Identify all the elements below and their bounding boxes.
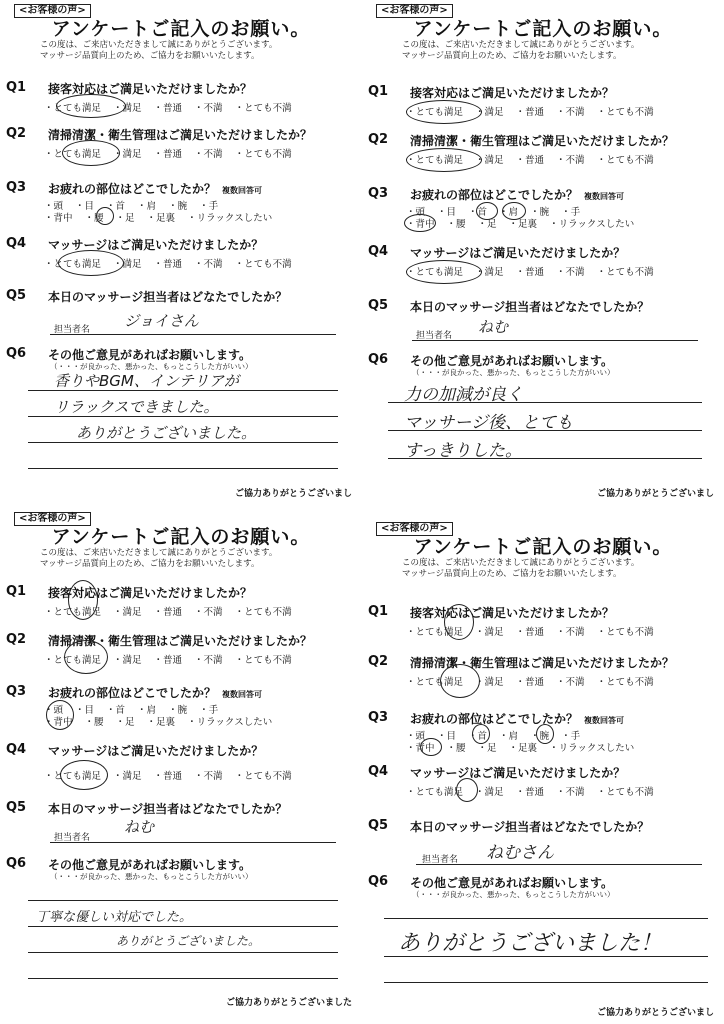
- selection-circle: [440, 664, 480, 698]
- comment-rule: [384, 918, 708, 919]
- option-soles[interactable]: ・足裏: [508, 219, 538, 230]
- option-very-satisfied[interactable]: ・とても満足: [44, 149, 102, 160]
- option-very-unsatisfied[interactable]: ・とても不満: [234, 771, 292, 782]
- option-very-satisfied[interactable]: ・とても満足: [406, 267, 464, 278]
- selection-circle: [536, 724, 554, 744]
- option-normal[interactable]: ・普通: [515, 677, 545, 688]
- option-very-satisfied[interactable]: ・とても満足: [44, 607, 102, 618]
- option-normal[interactable]: ・普通: [515, 107, 545, 118]
- option-unsatisfied[interactable]: ・不満: [194, 655, 223, 666]
- option-unsatisfied[interactable]: ・不満: [556, 267, 585, 278]
- question-2: Q2 清掃清潔・衛生管理はご満足いただけましたか？ ・とても満足 ・満足 ・普通 ・不満 ・とても不満: [6, 632, 356, 672]
- comment-line-2[interactable]: マッサージ後、とても: [404, 413, 573, 433]
- option-very-satisfied[interactable]: ・とても満足: [44, 771, 102, 782]
- option-unsatisfied[interactable]: ・不満: [194, 103, 223, 114]
- sheet-title: アンケートご記入のお願い。: [413, 18, 673, 40]
- option-head[interactable]: ・頭: [406, 731, 426, 742]
- comment-rule: [28, 468, 338, 469]
- comment-line-1[interactable]: 香りやBGM、インテリアが: [54, 372, 239, 390]
- option-relax[interactable]: ・リラックスしたい: [187, 717, 273, 728]
- selection-circle: [404, 214, 436, 232]
- option-satisfied[interactable]: ・満足: [475, 627, 504, 638]
- comment-rule: [28, 926, 338, 927]
- option-very-satisfied[interactable]: ・とても満足: [406, 627, 464, 638]
- option-very-unsatisfied[interactable]: ・とても不満: [596, 677, 654, 688]
- option-neck[interactable]: ・首: [106, 705, 126, 716]
- comment-rule: [28, 442, 338, 443]
- question-5: Q5 本日のマッサージ担当者はどなたでしたか？ 担当者名 ねむさん: [368, 818, 718, 868]
- question-6: Q6 その他ご意見があればお願いします。 （・・・が良かった、悪かった、もっとこうした方がいい） 香りやBGM、インテリアが リラックスできました。 ありがとうございました。: [6, 346, 356, 486]
- option-unsatisfied[interactable]: ・不満: [194, 771, 223, 782]
- option-hands[interactable]: ・手: [561, 731, 581, 742]
- option-relax[interactable]: ・リラックスしたい: [187, 213, 273, 224]
- selection-circle: [456, 778, 478, 802]
- option-neck[interactable]: ・首: [106, 201, 126, 212]
- question-2: Q2 清掃清潔・衛生管理はご満足いただけましたか？ ・とても満足 ・満足 ・普通 ・不満 ・とても不満: [368, 654, 718, 694]
- option-relax[interactable]: ・リラックスしたい: [549, 219, 635, 230]
- option-very-unsatisfied[interactable]: ・とても不満: [234, 259, 292, 270]
- question-4: Q4 マッサージはご満足いただけましたか？ ・とても満足 ・満足 ・普通 ・不満 ・とても不満: [6, 742, 356, 782]
- option-very-unsatisfied[interactable]: ・とても不満: [596, 627, 654, 638]
- option-very-satisfied[interactable]: ・とても満足: [406, 155, 464, 166]
- option-very-satisfied[interactable]: ・とても満足: [44, 655, 102, 666]
- selection-circle: [60, 760, 108, 790]
- selection-circle: [420, 738, 442, 756]
- staff-underline: [416, 864, 702, 865]
- question-6: Q6 その他ご意見があればお願いします。 （・・・が良かった、悪かった、もっとこうした方がいい） 丁寧な優しい対応でした。 ありがとうございました。: [6, 856, 356, 996]
- sheet-title: アンケートご記入のお願い。: [51, 18, 311, 40]
- option-unsatisfied[interactable]: ・不満: [194, 607, 223, 618]
- question-3: Q3 お疲れの部位はどこでしたか？ 複数回答可 ・頭 ・目 ・首 ・肩 ・腕 ・手 ・背中 ・腰 ・足 ・足裏 ・リラックスしたい: [6, 180, 356, 230]
- option-very-unsatisfied[interactable]: ・とても不満: [234, 149, 292, 160]
- option-waist[interactable]: ・腰: [84, 717, 104, 728]
- option-very-unsatisfied[interactable]: ・とても不満: [596, 155, 654, 166]
- comment-rule: [28, 900, 338, 901]
- option-neck[interactable]: ・首: [468, 207, 488, 218]
- option-shoulders[interactable]: ・肩: [137, 201, 157, 212]
- option-normal[interactable]: ・普通: [515, 155, 545, 166]
- option-eyes[interactable]: ・目: [75, 201, 95, 212]
- question-5: Q5 本日のマッサージ担当者はどなたでしたか？ 担当者名 ねむ: [6, 800, 356, 850]
- option-satisfied[interactable]: ・満足: [113, 149, 142, 160]
- body-options-row2: [44, 210, 284, 224]
- option-unsatisfied[interactable]: ・不満: [556, 107, 585, 118]
- staff-label: 担当者名: [54, 833, 91, 843]
- option-eyes[interactable]: ・目: [437, 207, 457, 218]
- option-normal[interactable]: ・普通: [153, 655, 183, 666]
- staff-underline: [412, 340, 698, 341]
- option-unsatisfied[interactable]: ・不満: [194, 149, 223, 160]
- option-hands[interactable]: ・手: [199, 201, 219, 212]
- question-1: Q1 接客対応はご満足いただけましたか？ ・とても満足 ・満足 ・普通 ・不満 ・とても不満: [6, 584, 356, 624]
- selection-circle: [64, 640, 108, 674]
- sheet-tag: <お客様の声>: [376, 4, 453, 18]
- option-head[interactable]: ・頭: [44, 201, 64, 212]
- comment-rule: [388, 458, 702, 459]
- intro-text: この度は、ご来店いただきまして誠にありがとうございます。 マッサージ品質向上のため、ご協力をお願いいたします。: [40, 40, 278, 61]
- option-shoulders[interactable]: ・肩: [137, 705, 157, 716]
- comment-rule: [28, 978, 338, 979]
- option-waist[interactable]: ・腰: [84, 213, 104, 224]
- selection-circle: [68, 580, 98, 620]
- option-back[interactable]: ・背中: [44, 213, 73, 224]
- intro-text: この度は、ご来店いただきまして誠にありがとうございます。 マッサージ品質向上のため、ご協力をお願いいたします。: [402, 558, 640, 579]
- sheet-tag: <お客様の声>: [14, 512, 91, 526]
- rating-options: [406, 784, 666, 798]
- footer-thanks: ご協力ありがとうございまし: [596, 489, 714, 499]
- option-back[interactable]: ・背中: [406, 219, 435, 230]
- option-satisfied[interactable]: ・満足: [475, 155, 504, 166]
- survey-sheet-4: [362, 518, 724, 1024]
- option-eyes[interactable]: ・目: [75, 705, 95, 716]
- sheet-tag: <お客様の声>: [376, 522, 453, 536]
- option-satisfied[interactable]: ・満足: [475, 787, 504, 798]
- selection-circle: [96, 207, 114, 225]
- option-very-unsatisfied[interactable]: ・とても不満: [234, 607, 292, 618]
- option-satisfied[interactable]: ・満足: [475, 267, 504, 278]
- footer-thanks: ご協力ありがとうございまし: [234, 489, 352, 499]
- question-4: Q4 マッサージはご満足いただけましたか？ ・とても満足 ・満足 ・普通 ・不満 ・とても不満: [6, 236, 356, 276]
- staff-label: 担当者名: [416, 331, 453, 341]
- question-2: Q2 清掃清潔・衛生管理はご満足いただけましたか？ ・とても満足 ・満足 ・普通 ・不満 ・とても不満: [368, 132, 718, 172]
- option-relax[interactable]: ・リラックスしたい: [549, 743, 635, 754]
- option-soles[interactable]: ・足裏: [146, 213, 176, 224]
- option-arms[interactable]: ・腕: [530, 731, 550, 742]
- comment-line-1[interactable]: 丁寧な優しい対応でした。: [36, 910, 193, 925]
- option-very-satisfied[interactable]: ・とても満足: [44, 259, 102, 270]
- comment-line-1[interactable]: ありがとうございました！: [398, 931, 663, 956]
- staff-underline: [50, 842, 336, 843]
- selection-circle: [58, 250, 124, 276]
- option-very-unsatisfied[interactable]: ・とても不満: [596, 787, 654, 798]
- question-3: Q3 お疲れの部位はどこでしたか？ 複数回答可 ・頭 ・目 ・首 ・肩 ・腕 ・手 ・背中 ・腰 ・足 ・足裏 ・リラックスしたい: [368, 186, 718, 236]
- sheet-title: アンケートご記入のお願い。: [413, 536, 673, 558]
- option-satisfied[interactable]: ・満足: [113, 259, 142, 270]
- survey-sheet-3: [0, 508, 362, 1024]
- staff-name[interactable]: ねむ: [478, 318, 509, 336]
- comment-line-3[interactable]: すっきりした。: [404, 441, 522, 461]
- comment-rule: [28, 952, 338, 953]
- option-very-unsatisfied[interactable]: ・とても不満: [234, 655, 292, 666]
- option-satisfied[interactable]: ・満足: [475, 677, 504, 688]
- question-6: Q6 その他ご意見があればお願いします。 （・・・が良かった、悪かった、もっとこうした方がいい） 力の加減が良く マッサージ後、とても すっきりした。: [368, 352, 718, 482]
- option-back[interactable]: ・背中: [406, 743, 435, 754]
- option-waist[interactable]: ・腰: [446, 743, 466, 754]
- staff-label: 担当者名: [54, 325, 91, 335]
- option-legs[interactable]: ・足: [115, 213, 135, 224]
- question-5: Q5 本日のマッサージ担当者はどなたでしたか？ 担当者名 ジョイさん: [6, 288, 356, 338]
- option-soles[interactable]: ・足裏: [146, 717, 176, 728]
- option-very-satisfied[interactable]: ・とても満足: [406, 677, 464, 688]
- option-legs[interactable]: ・足: [115, 717, 135, 728]
- comment-rule: [384, 982, 708, 983]
- option-normal[interactable]: ・普通: [153, 103, 183, 114]
- option-very-satisfied[interactable]: ・とても満足: [44, 103, 102, 114]
- option-head[interactable]: ・頭: [44, 705, 64, 716]
- body-options-row2: [406, 740, 646, 754]
- option-legs[interactable]: ・足: [477, 743, 497, 754]
- question-6: Q6 その他ご意見があればお願いします。 （・・・が良かった、悪かった、もっとこうした方がいい） ありがとうございました！: [368, 874, 718, 1004]
- comment-rule: [28, 390, 338, 391]
- question-2: Q2 清掃清潔・衛生管理はご満足いただけましたか？ ・とても満足 ・満足 ・普通 ・不満 ・とても不満: [6, 126, 356, 166]
- option-satisfied[interactable]: ・満足: [113, 103, 142, 114]
- option-unsatisfied[interactable]: ・不満: [556, 677, 585, 688]
- option-arms[interactable]: ・腕: [530, 207, 550, 218]
- intro-text: この度は、ご来店いただきまして誠にありがとうございます。 マッサージ品質向上のため、ご協力をお願いいたします。: [40, 548, 278, 569]
- option-satisfied[interactable]: ・満足: [113, 655, 142, 666]
- question-3: Q3 お疲れの部位はどこでしたか？ 複数回答可 ・頭 ・目 ・首 ・肩 ・腕 ・手 ・背中 ・腰 ・足 ・足裏 ・リラックスしたい: [6, 684, 356, 734]
- staff-name[interactable]: ねむ: [124, 818, 155, 836]
- selection-circle: [406, 148, 482, 172]
- selection-circle: [56, 94, 126, 118]
- option-hands[interactable]: ・手: [561, 207, 581, 218]
- option-very-unsatisfied[interactable]: ・とても不満: [234, 103, 292, 114]
- comment-line-2[interactable]: リラックスできました。: [54, 398, 219, 416]
- comment-rule: [28, 416, 338, 417]
- option-satisfied[interactable]: ・満足: [113, 771, 142, 782]
- body-options-row2: [44, 714, 284, 728]
- question-1: Q1 接客対応はご満足いただけましたか？ ・とても満足 ・満足 ・普通 ・不満 ・とても不満: [6, 80, 356, 120]
- selection-circle: [46, 700, 74, 730]
- comment-rule: [388, 430, 702, 431]
- option-normal[interactable]: ・普通: [153, 607, 183, 618]
- comment-line-3[interactable]: ありがとうございました。: [76, 424, 257, 442]
- option-soles[interactable]: ・足裏: [508, 743, 538, 754]
- comment-line-1[interactable]: 力の加減が良く: [404, 385, 523, 405]
- sheet-title: アンケートご記入のお願い。: [51, 526, 311, 548]
- staff-underline: [50, 334, 336, 335]
- option-neck[interactable]: ・首: [468, 731, 488, 742]
- option-unsatisfied[interactable]: ・不満: [556, 155, 585, 166]
- option-satisfied[interactable]: ・満足: [475, 107, 504, 118]
- survey-sheet-1: [0, 0, 362, 505]
- staff-name[interactable]: ねむさん: [486, 843, 554, 863]
- comment-rule: [388, 402, 702, 403]
- option-very-satisfied[interactable]: ・とても満足: [406, 107, 464, 118]
- option-normal[interactable]: ・普通: [515, 267, 545, 278]
- option-shoulders[interactable]: ・肩: [499, 207, 519, 218]
- option-unsatisfied[interactable]: ・不満: [556, 787, 585, 798]
- selection-circle: [502, 202, 526, 220]
- selection-circle: [472, 724, 490, 744]
- option-legs[interactable]: ・足: [477, 219, 497, 230]
- selection-circle: [444, 604, 474, 640]
- comment-rule: [384, 956, 708, 957]
- option-arms[interactable]: ・腕: [168, 201, 188, 212]
- intro-text: この度は、ご来店いただきまして誠にありがとうございます。 マッサージ品質向上のため、ご協力をお願いいたします。: [402, 40, 640, 61]
- option-normal[interactable]: ・普通: [515, 787, 545, 798]
- option-normal[interactable]: ・普通: [153, 771, 183, 782]
- selection-circle: [406, 100, 482, 124]
- body-options-row2: [406, 216, 646, 230]
- option-eyes[interactable]: ・目: [437, 731, 457, 742]
- option-head[interactable]: ・頭: [406, 207, 426, 218]
- question-1: Q1 接客対応はご満足いただけましたか？ ・とても満足 ・満足 ・普通 ・不満 ・とても不満: [368, 84, 718, 124]
- option-back[interactable]: ・背中: [44, 717, 73, 728]
- survey-sheet-2: [362, 0, 724, 505]
- footer-thanks: ご協力ありがとうございました: [225, 998, 352, 1008]
- option-normal[interactable]: ・普通: [515, 627, 545, 638]
- selection-circle: [476, 202, 498, 220]
- staff-label: 担当者名: [422, 855, 459, 865]
- option-waist[interactable]: ・腰: [446, 219, 466, 230]
- option-hands[interactable]: ・手: [199, 705, 219, 716]
- question-4: Q4 マッサージはご満足いただけましたか？ ・とても満足 ・満足 ・普通 ・不満 ・とても不満: [368, 764, 718, 804]
- option-shoulders[interactable]: ・肩: [499, 731, 519, 742]
- option-unsatisfied[interactable]: ・不満: [194, 259, 223, 270]
- option-very-unsatisfied[interactable]: ・とても不満: [596, 107, 654, 118]
- question-1: Q1 接客対応はご満足いただけましたか？ ・とても満足 ・満足 ・普通 ・不満 ・とても不満: [368, 604, 718, 644]
- option-normal[interactable]: ・普通: [153, 259, 183, 270]
- option-arms[interactable]: ・腕: [168, 705, 188, 716]
- option-unsatisfied[interactable]: ・不満: [556, 627, 585, 638]
- option-normal[interactable]: ・普通: [153, 149, 183, 160]
- question-5: Q5 本日のマッサージ担当者はどなたでしたか？ 担当者名 ねむ: [368, 298, 718, 348]
- footer-thanks: ご協力ありがとうございまし: [596, 1008, 714, 1018]
- option-satisfied[interactable]: ・満足: [113, 607, 142, 618]
- question-3: Q3 お疲れの部位はどこでしたか？ 複数回答可 ・頭 ・目 ・首 ・肩 ・腕 ・手 ・背中 ・腰 ・足 ・足裏 ・リラックスしたい: [368, 710, 718, 760]
- comment-line-2[interactable]: ありがとうございました。: [116, 934, 261, 948]
- option-very-satisfied[interactable]: ・とても満足: [406, 787, 464, 798]
- selection-circle: [406, 260, 482, 284]
- selection-circle: [62, 140, 120, 166]
- sheet-tag: <お客様の声>: [14, 4, 91, 18]
- staff-name[interactable]: ジョイさん: [124, 312, 199, 330]
- option-very-unsatisfied[interactable]: ・とても不満: [596, 267, 654, 278]
- question-4: Q4 マッサージはご満足いただけましたか？ ・とても満足 ・満足 ・普通 ・不満 ・とても不満: [368, 244, 718, 284]
